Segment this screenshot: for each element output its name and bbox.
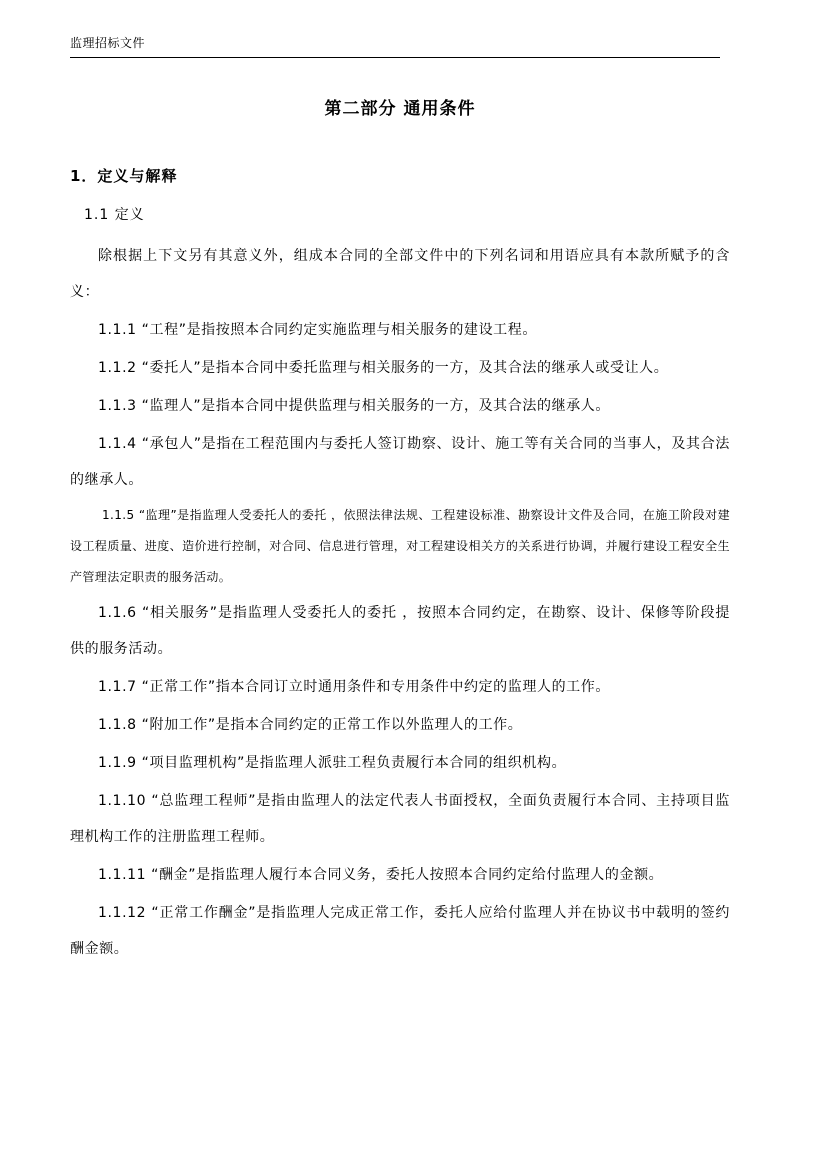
paragraph: 1.1.12 “正常工作酬金”是指监理人完成正常工作，委托人应给付监理人并在协议书中载明的签约酬金额。	[70, 905, 730, 957]
paragraph: 1.1.9 “项目监理机构”是指监理人派驻工程负责履行本合同的组织机构。	[98, 755, 567, 771]
paragraph: 1.1.1 “工程”是指按照本合同约定实施监理与相关服务的建设工程。	[98, 322, 537, 338]
paragraph: 1.1.11 “酬金”是指监理人履行本合同义务，委托人按照本合同约定给付监理人的金额。	[98, 867, 664, 883]
header-divider	[70, 57, 720, 58]
paragraph: 1.1.7 “正常工作”指本合同订立时通用条件和专用条件中约定的监理人的工作。	[98, 679, 610, 695]
paragraph: 1.1.4 “承包人”是指在工程范围内与委托人签订勘察、设计、施工等有关合同的当事人，及其合法的继承人。	[70, 436, 730, 488]
paragraph: 1.1.10 “总监理工程师”是指由监理人的法定代表人书面授权，全面负责履行本合同、主持项目监理机构工作的注册监理工程师。	[70, 793, 730, 845]
section-heading: 1．定义与解释	[70, 167, 178, 185]
running-header: 监理招标文件	[70, 36, 146, 50]
page-title: 第二部分 通用条件	[324, 99, 476, 119]
paragraph: 1.1.8 “附加工作”是指本合同约定的正常工作以外监理人的工作。	[98, 717, 523, 733]
paragraph: 1.1.3 “监理人”是指本合同中提供监理与相关服务的一方，及其合法的继承人。	[98, 398, 610, 414]
paragraph: 除根据上下文另有其意义外，组成本合同的全部文件中的下列名词和用语应具有本款所赋予的含义：	[70, 248, 730, 300]
subsection-heading: 1.1 定义	[84, 207, 145, 223]
paragraph: 1.1.5 “监理”是指监理人受委托人的委托 ，依照法律法规、工程建设标准、勘察设计文件及合同，在施工阶段对建设工程质量、进度、造价进行控制，对合同、信息进行管理，对工程建设相关方的关系进行协调，并履行建设工程安全生产管理法定职责的服务活动。	[70, 508, 730, 584]
document-body	[70, 78, 730, 969]
paragraph: 1.1.2 “委托人”是指本合同中委托监理与相关服务的一方，及其合法的继承人或受让人。	[98, 360, 669, 376]
paragraph: 1.1.6 “相关服务”是指监理人受委托人的委托 ，按照本合同约定，在勘察、设计、保修等阶段提供的服务活动。	[70, 605, 730, 657]
